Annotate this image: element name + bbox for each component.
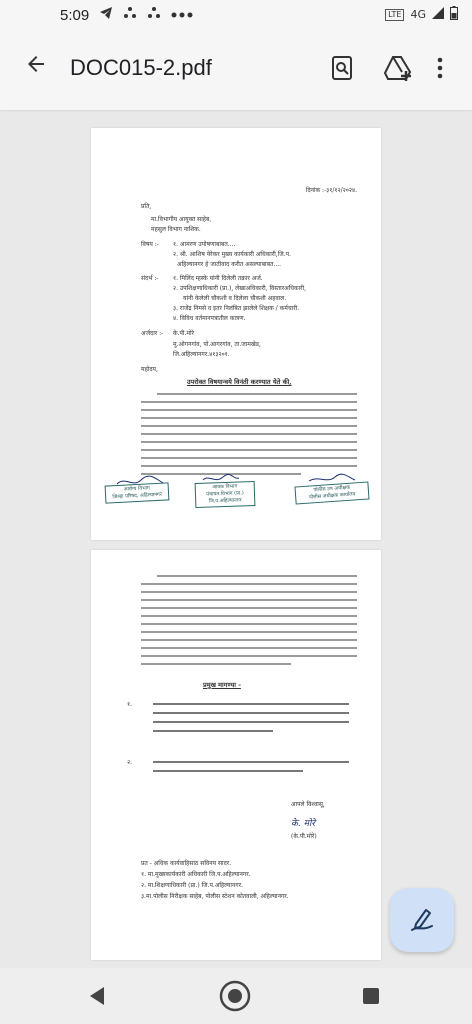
pdf-page-2[interactable] [91, 550, 381, 960]
body-text-line [157, 393, 357, 395]
demand-number: १. [127, 701, 133, 708]
body-text-line [141, 465, 357, 467]
body-text-line [141, 623, 357, 625]
system-navigation-bar [0, 968, 472, 1024]
ref-line: २. उपशिक्षणाधिकारी (प्रा.), लेखाअधिकारी, विस्तारअधिकारी, [173, 285, 307, 292]
subject-line: २. श्री. आशिष येरेकर मुख्य कार्यकारी अधिकारी,जि.प. [173, 251, 291, 258]
handwritten-signature [201, 471, 241, 490]
body-text-line [141, 425, 357, 427]
office-stamp: आरोग्य विभाग जिल्हा परिषद, अहिल्यानगर [105, 482, 170, 503]
edit-fab-button[interactable] [390, 888, 454, 952]
body-text-line [153, 703, 349, 705]
copy-line: १. मा.मुख्यकार्यकारी अधिकारी जि.प.अहिल्यानगर. [141, 871, 251, 878]
body-text-line [141, 647, 357, 649]
signal-icon [432, 7, 444, 22]
more-dots-icon [171, 8, 193, 23]
nav-home-icon[interactable] [219, 980, 251, 1016]
status-right [385, 6, 458, 23]
body-text-line [141, 441, 357, 443]
status-bar [0, 0, 472, 30]
ref-line: ४. विविध वर्तमानपत्रातील कात्रण. [173, 315, 246, 322]
body-text-line [141, 433, 357, 435]
body-text-line [153, 721, 349, 723]
pdf-page-1[interactable] [91, 128, 381, 540]
body-text-line [141, 655, 357, 657]
body-text-line [141, 449, 357, 451]
add-to-drive-icon[interactable] [384, 54, 414, 84]
demand-number: २. [127, 759, 133, 766]
letter-addressee: महसुल विभाग नाशिक. [151, 226, 201, 233]
lte-badge: LTE [385, 9, 404, 21]
app-bar [0, 30, 472, 110]
body-text-line [153, 712, 349, 714]
body-text-line [141, 615, 357, 617]
nav-recents-icon[interactable] [362, 987, 380, 1009]
body-text-line [141, 607, 357, 609]
body-text-line [141, 401, 357, 403]
salutation: महोदय, [141, 366, 158, 373]
body-text-line [141, 409, 357, 411]
letter-heading: उपरोक्त विषयान्वये विनंती करण्यात येते की, [187, 378, 292, 386]
body-text-line [141, 583, 357, 585]
body-text-line [157, 575, 357, 577]
sync-icon [147, 6, 161, 24]
body-text-line [153, 770, 303, 772]
body-text-line [153, 761, 349, 763]
handwritten-signature [115, 473, 165, 492]
ref-line: १. मिलिंद म्हस्के यांनी दिलेली तक्रार अर्ज. [173, 275, 263, 282]
body-text-line [153, 730, 273, 732]
applicant-line: मु.ओगनगांव, पो.आगरगांव, ता.जामखेड, [173, 341, 261, 348]
copy-label: प्रत - अधिक कार्यवाहिसाठ सविनय सादर. [141, 860, 232, 867]
document-title: DOC015-2.pdf [70, 55, 212, 80]
status-time: 5:09 [60, 6, 90, 24]
applicant-line: जि.अहिल्यानगर.४१३२०१. [173, 351, 230, 358]
more-vertical-icon[interactable] [436, 54, 466, 84]
letter-addressee: मा.विभागीय आयुक्त साहेब, [151, 216, 212, 223]
subject-line: १. आमरण उपोषणाबाबत.... [173, 241, 236, 248]
edit-pen-icon [408, 904, 436, 936]
telegram-icon [99, 6, 113, 24]
body-text-line [141, 417, 357, 419]
closing-text: आपले विश्वासू, [291, 801, 325, 808]
nav-back-icon[interactable] [88, 986, 106, 1010]
body-text-line [141, 599, 357, 601]
letter-prati: प्रति, [141, 203, 152, 210]
ref-label: संदर्भ :- [141, 275, 159, 282]
signature: के. मोरे [291, 819, 316, 829]
applicant-label: अर्जदार :- [141, 330, 164, 337]
office-stamp: आवक विभाग पंचायत विभाग (प्रा.) जि.प.अहिल्यानगर [195, 481, 256, 508]
signature-name: (के.पी.मोरे) [291, 833, 317, 840]
subject-line: अहिल्यानगर हे जातीवाद करीत असल्याबाबत.... [177, 261, 282, 268]
body-text-line [141, 457, 357, 459]
body-text-line [141, 591, 357, 593]
body-text-line [141, 631, 357, 633]
letter-date: दिनांक :-३१/१२/२०२४. [305, 187, 357, 194]
office-stamp: पोलीस उप अधीक्षक पोलीस अधीक्षक कार्यालय [294, 481, 369, 504]
sync-icon [123, 6, 137, 24]
ref-line: यांनी केलेली चौकशी व दिलेला चौकशी अहवाल. [183, 295, 287, 302]
body-text-line [141, 639, 357, 641]
search-in-document-icon[interactable] [328, 54, 358, 84]
subject-label: विषय :- [141, 241, 159, 248]
handwritten-signature [307, 471, 357, 490]
copy-line: ३.मा.पोलीस निरीक्षक साहेब, पोलीस स्टेशन कोतवाली, अहिल्यानगर. [141, 893, 289, 900]
applicant-line: के.पी.मोरे [173, 330, 194, 337]
battery-icon [450, 6, 458, 23]
network-type: 4G [410, 8, 426, 21]
copy-line: २. मा.शिक्षणाधिकारी (प्रा.) जि.प.अहिल्यानगर. [141, 882, 243, 889]
body-text-line [141, 663, 291, 665]
back-arrow-icon[interactable] [20, 52, 52, 84]
demands-heading: प्रमुख मागण्या - [203, 681, 241, 689]
ref-line: ३. राजेंद्र निमसे व इतर निलंबित झालेले शिक्षक / कर्मचारी. [173, 305, 300, 312]
